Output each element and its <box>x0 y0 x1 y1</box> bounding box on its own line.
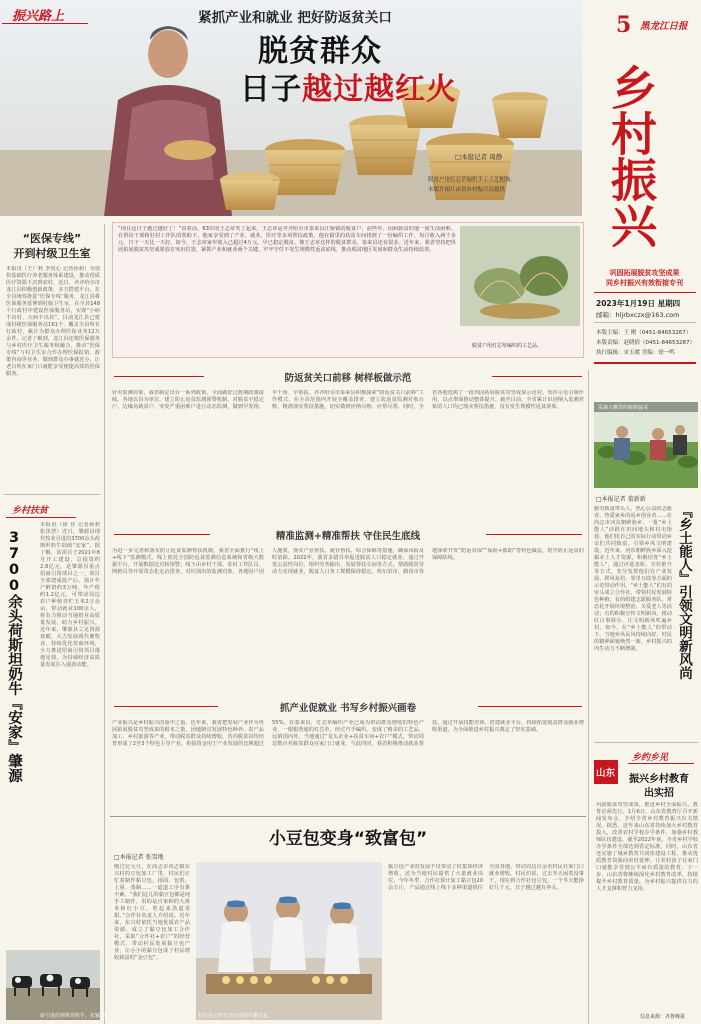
column-tag-label: 振兴路上 <box>12 9 65 24</box>
cows-photo <box>6 950 100 1020</box>
feature-sec2-head: 精准监测+精准帮扶 守住民生底线 <box>275 531 421 542</box>
editor-line-2: 本版责编：赵晓倩（0451-84653287） <box>596 340 695 346</box>
feature-sec2-text: 为进一步完善和落实防止返贫监测帮扶机制，我省全面推行“线上+线下”监测模式。线上依托全国防返贫监测信息系统和省级大数据平台，开展数据比对和预警；线下由乡村干部、驻村工作队员、网格员等开展常态化走访排查。对识别出的监测对象，各地因户因人施策，落实产业帮扶、就业帮扶、综合保障等措施，确保风险及时消除。2022年，我省多措并举促进脱贫人口稳定就业，通过开发公益性岗位、组织劳务输出、发展帮扶车间等方式，帮助脱贫劳动力实现就业，脱贫人口务工规模保持稳定。哈尔滨市、鹤岗市等地探索开发“防返贫保”“保险+救助”等特色做法，筑牢防止返贫的保障防线。 <box>112 548 584 575</box>
snippet-title-1: 振兴乡村教育 <box>629 774 689 785</box>
paper-name: 黑龙江日报 <box>640 21 688 32</box>
sec2-rule-l <box>114 534 210 535</box>
story2-text-right: 黏豆包产业的发展不仅带动了村集体经济增收，还为当地村民提供了大量就业岗位。今年冬季，合作社预计加工黏豆包20余万斤，产品通过线上线下多种渠道销往全国各地，带动周边百余名村民在家门口就业增收。村民们说，过去冬天闲着没事干，现在到合作社包豆包，一个冬天能挣好几千元，日子越过越有奔头。 <box>388 864 584 891</box>
headline-highlight: 越过越红火 <box>302 72 457 107</box>
sec3-rule-r <box>478 706 582 707</box>
article1-title-2: 开到村级卫生室 <box>13 247 91 260</box>
banner-headline-line1: 脱贫群众 <box>258 34 382 69</box>
inset-photo-illustration <box>460 226 580 326</box>
greenhouse-illustration <box>594 402 698 488</box>
article2-title: 3700余头荷斯坦奶牛『安家』肇源 <box>6 530 22 783</box>
issue-date: 2023年1月19日 星期四 <box>596 299 681 308</box>
editor-line-3: 执行编辑：宋玉媛 美编：徐一鸣 <box>596 350 675 356</box>
section-subtitle-1: 巩固拓展脱贫攻坚成果 <box>609 268 680 277</box>
left-column-divider <box>104 224 105 1024</box>
right-text: 勤劳致富带头人、热心公益的志愿者、热爱家乡的返乡创业者……在尚志市河东朝鲜族乡，一批“乡土能人”活跃在田间地头和村屯街巷。他们用自己的实际行动带动乡亲们共同致富，引领乡风文明建设。近年来，河东朝鲜族乡深入挖掘本土人才资源，积极培育“乡土能人”，通过评选表彰、宣传推介等方式，充分发挥他们在产业发展、移风易俗、邻里互助等方面的示范带动作用。“乡土能人”们有的牵头成立合作社，带领村民发展特色种植；有的组建志愿服务队，常态化开展环境整治、关爱老人等活动；有的积极宣传文明新风，推动红白事简办，让文明新风吹遍乡村。如今，在“乡土能人”的带动下，当地乡风民风持续向好，村民的精神面貌焕然一新，乡村振兴的内生动力不断增强。 <box>594 506 672 652</box>
cows-photo-caption: 新引进的荷斯坦奶牛。张颖 摄 <box>40 1013 107 1019</box>
story2-top-rule <box>110 816 586 817</box>
dumpling-workshop-illustration <box>196 862 382 1020</box>
section-subtitle-2: 同乡村振兴有效衔接专刊 <box>606 278 683 287</box>
masthead-divider-2 <box>594 322 696 323</box>
snippet-region-badge <box>594 760 618 784</box>
banner-kicker: 紧抓产业和就业 把好防返贫关口 <box>198 10 392 26</box>
story2-headline: 小豆包变身“致富包” <box>268 829 428 849</box>
article2-text: 本报讯（徐 佳 记者孙莉 张泽慧）近日，肇源县现代牧业引进的3700余头荷斯坦奶牛陆续“安家”。据了解，该项目于2021年8月开工建设，总投资约2.8亿元，是肇源县重点招商引资项目之一。项目全部建成投产后，预计年产鲜奶约3万吨，年产值约1.2亿元，可带动周边农户种植青贮玉米2万余亩，带动就业100余人，将有力推动当地奶业高质量发展，助力乡村振兴。近年来，肇源县立足资源禀赋，大力发展现代畜牧业，持续优化营商环境，全力推进招商引资项目落地见效，为县域经济高质量发展注入强劲动能。 <box>40 522 100 668</box>
snippet-source: 信息来源：齐鲁晚报 <box>640 1014 686 1020</box>
snippet-tag-box <box>628 748 694 764</box>
right-vertical-title: 『乡土能人』引领文明新风尚 <box>676 504 692 680</box>
article2-tag: 乡村扶贫 <box>12 506 49 516</box>
banner-photo-caption-2: 本版许图片由省乡村振兴局提供 <box>428 187 506 193</box>
feature-sec3-text: 产业振兴是乡村振兴的重中之重。近年来，我省把发展产业作为巩固拓展脱贫攻坚成果的根本之策，因地制宜发展特色种养、农产品加工、乡村旅游等产业，带动脱贫群众持续增收。省内脱贫县均培育形成了2至3个特色主导产业，衔接资金用于产业发展的比例超过55%。在泰来县，灯芯草编织产业已成为带动群众增收的特色产业，一根根普通的灯芯草，经过巧手编织，变成了精美的工艺品，远销国内外。当地通过“龙头企业+扶贫车间+农户”模式，带动周边数百名脱贫群众在家门口就业。与此同时，我省积极推动就业帮扶，通过开展技能培训、搭建就业平台，持续拓宽脱贫群众就业增收渠道，为全面推进乡村振兴奠定了坚实基础。 <box>112 720 584 747</box>
feature-inset-photo <box>460 226 580 326</box>
editor-line-1: 本版主编：王 刚（0451-84653267） <box>596 330 692 336</box>
snippet-region: 山东 <box>596 768 616 779</box>
contact-email[interactable]: 邮箱：hljrbxczx@163.com <box>596 311 680 319</box>
story2-photo-caption: 村民在合作社车间里制作黏豆包。 <box>198 1013 274 1019</box>
banner-photo-caption-1: 脱贫户用灯芯草编织手工工艺帽饰。 <box>428 177 517 183</box>
article1-text: 本报讯（王广秋 李悦心 记者孙莉）为加快基础医疗养老服务体系建设，推动优质医疗资源下沉到农村，近日，齐齐哈尔市龙江县积极创新政策、多方搭建平台，在全县统筹推进“医保专线”服务，龙江县将医保服务延伸到村级卫生室，在全县148个行政村中建设医保服务站，实现“小病不出村、大病不出县”。目前龙江县已建成村级医保服务站161个，覆盖全县所有行政村，累计为群众办理医保业务12万余件。记者了解到，龙江县还将医保服务与乡村医疗卫生服务相融合，推动“医保专线”与村卫生室合作办理医保报销、政策咨询等业务，做到群众办事就近办，让老百姓在家门口就能享受便捷高效的医保服务。 <box>6 266 100 377</box>
masthead-divider <box>594 292 696 293</box>
banner-headline-line2 <box>240 64 457 108</box>
feature-inset-caption: 脱贫户用灯芯草编织的工艺品。 <box>472 343 543 349</box>
feature-sec1-text: 针对监测对象，我省制定出台一系列政策，全面做好过渡期政策接续。各地以县为单位，建立防止返贫监测预警机制，对脱贫不稳定户、边缘易致贫户、突发严重困难户进行动态监测，做到早发现、早干预、早帮扶。齐齐哈尔市泰来县积极探索“防返贫关口前移”工作模式，在全县范围内开展全覆盖排查，建立防返贫监测对象台账，精准落实帮扶措施，切实做到应纳尽纳、应帮尽帮。同时，全省各地选树了一批巩固拓展脱贫攻坚成果示范村，发挥示范引领作用，以点带面推动整体提升。截至目前，全省累计识别纳入监测对象的人口均已落实帮扶措施，没有发生规模性返贫现象。 <box>112 390 584 410</box>
right-column-divider <box>588 370 589 1024</box>
sec2-rule-r <box>486 534 582 535</box>
story2-byline: □本报记者 张雪地 <box>114 854 164 861</box>
article1-title-1: “医保专线” <box>22 232 82 245</box>
masthead-bottom-rule <box>594 362 696 364</box>
right-photo-label <box>594 402 698 412</box>
story2-photo <box>196 862 382 1020</box>
cows-photo-illustration <box>6 950 100 1020</box>
right-photo <box>594 402 698 488</box>
right-divider <box>594 742 698 743</box>
column-tag <box>2 2 88 24</box>
sec1-rule-r <box>492 376 582 377</box>
banner-byline: □本报记者 周静 <box>455 153 503 161</box>
feature-intro-text: “现在这日子越过越好了！”说着话，63岁的王志章笑了起来。王志章是齐齐哈尔市泰来县江桥镇的脱贫户，前些年，因病致贫的他一度生活困难。在帮扶干部和驻村工作队的帮助下，他家享受到了产业、就业、医疗等多项帮扶政策，他在镇里的扶贫车间找到了一份编织工作，每月收入两千多元，日子一天比一天好。如今，王志章家年收入已超过4万元，早已稳定脱贫。像王志章这样的脱贫群众，泰来县还有很多。近年来，我省坚持把巩固拓展脱贫攻坚成果放在突出位置，紧抓产业和就业两个关键，牢牢守住不发生规模性返贫底线，推动脱贫地区发展和群众生活持续改善。 <box>118 226 456 253</box>
snippet-title-2: 出实招 <box>644 788 674 799</box>
sec3-rule-l <box>114 706 218 707</box>
snippet-text: 巩固脱贫攻坚成果，推进乡村全面振兴，教育必须先行。1月6日，山东省教育厅召开新闻发布会，介绍全省乡村教育振兴有关情况。据悉，近年来山东省持续加大乡村教育投入，改善农村学校办学条件，加强乡村教师队伍建设，截至2022年底，全省乡村学校办学条件全部达到省定标准。同时，山东省还实施了城乡教育共同体建设工程，推动优质教育资源向农村延伸，让农村孩子在家门口就能享受到公平而有质量的教育。下一步，山东省将继续深化乡村教育改革，持续提升乡村教育质量，为乡村振兴提供有力的人才支撑和智力支持。 <box>596 802 698 892</box>
sec1-rule-l <box>114 376 204 377</box>
article2-tag-box <box>6 500 76 518</box>
feature-sec3-head: 抓产业促就业 书写乡村振兴画卷 <box>279 703 417 714</box>
snippet-tag: 乡约乡见 <box>632 753 669 763</box>
page-number: 5 <box>616 12 632 38</box>
feature-sec1-head: 防返贫关口前移 树样板做示范 <box>284 373 412 384</box>
section-title: 乡村振兴 <box>604 64 658 248</box>
story2-text-left: 刚过完元旦，在尚志市尚志镇东兴村的豆包加工厂里，村民们正忙着制作黏豆包。揉面、包馅、上屉、蒸制……一道道工序有条不紊。“我们这儿的黏豆包都是纯手工制作，用的是自家种的大黄米和红小豆，吃起来劲道香甜。”合作社负责人介绍说。近年来，东兴村依托当地优质农产品资源，成立了黏豆包加工合作社，采取“合作社+农户”的经营模式，带动村民发展黏豆包产业，让小小的黏豆包成了村民增收致富的“金豆包”。 <box>114 864 190 961</box>
right-photo-label-text: 采摘大棚里的新鲜蔬菜 <box>598 405 649 411</box>
headline-prefix: 日子 <box>240 72 302 107</box>
right-byline: □本报记者 董新新 <box>596 496 646 503</box>
left-divider-1 <box>4 494 100 495</box>
